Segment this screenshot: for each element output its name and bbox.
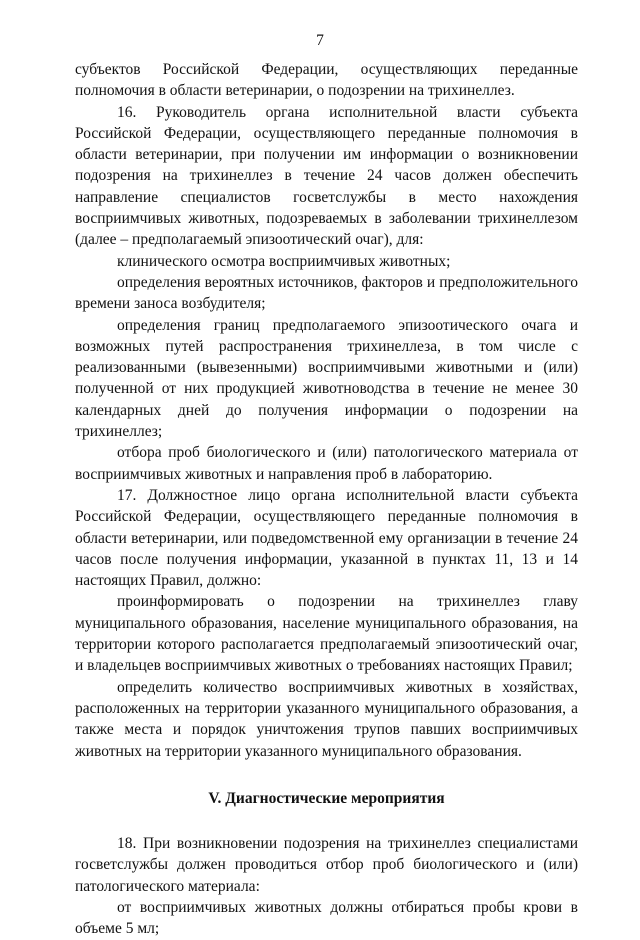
paragraph: клинического осмотра восприимчивых животных; [117,252,451,270]
paragraph: от восприимчивых животных должны отбираться пробы крови в объеме 5 мл; [75,898,578,938]
paragraph: отбора проб биологического и (или) патологического материала от восприимчивых животных и направления проб в лабораторию. [75,444,578,483]
page-number: 7 [316,32,324,49]
paragraph: определить количество восприимчивых животных в хозяйствах, расположенных на территории указанного муниципального образования, а также места и порядок уничтожения трупов павших восприимчивых животных на территории указанного муниципального образования. [75,678,578,760]
paragraph: проинформировать о подозрении на трихинеллез главу муниципального образования, население муниципального образования, на территории которого располагается предполагаемый эпизоотический очаг, и владельцев восприимчивых животных о требованиях настоящих Правил; [75,593,578,675]
paragraph: определения вероятных источников, факторов и предположительного времени заноса возбудителя; [75,273,578,313]
paragraphs-before [75,59,578,762]
paragraph: 18. При возникновении подозрения на трихинеллез специалистами госветслужбы должен проводиться отбор проб биологического и (или) патологического материала: [75,835,578,895]
paragraph: 16. Руководитель органа исполнительной власти субъекта Российской Федерации, осуществляющего переданные полномочия в области ветеринарии, при получении им информации о возникновении подозрения на трихинеллез в течение 24 часов должен обеспечить направление специалистов госветслужбы в место нахождения восприимчивых животных, подозреваемых в заболевании трихинеллезом (далее – предполагаемый эпизоотический очаг), для: [75,103,578,249]
document-body [75,59,578,940]
paragraph: определения границ предполагаемого эпизоотического очага и возможных путей распространения трихинеллеза, в том числе с реализованными (вывезенными) восприимчивыми животными и (или) полученной от них продукцией животноводства в течение не менее 30 календарных дней до получения информации о подозрении на трихинеллез; [75,316,578,441]
paragraph: субъектов Российской Федерации, осуществляющих переданные полномочия в области ветеринарии, о подозрении на трихинеллез. [75,61,578,100]
paragraph: 17. Должностное лицо органа исполнительной власти субъекта Российской Федерации, осуществляющего переданные полномочия в области ветеринарии, или подведомственной ему организации в течение 24 часов после получения информации, указанной в пунктах 11, 13 и 14 настоящих Правил, должно: [75,486,578,590]
section-heading: V. Диагностические мероприятия [208,789,445,807]
paragraphs-after [75,833,578,939]
